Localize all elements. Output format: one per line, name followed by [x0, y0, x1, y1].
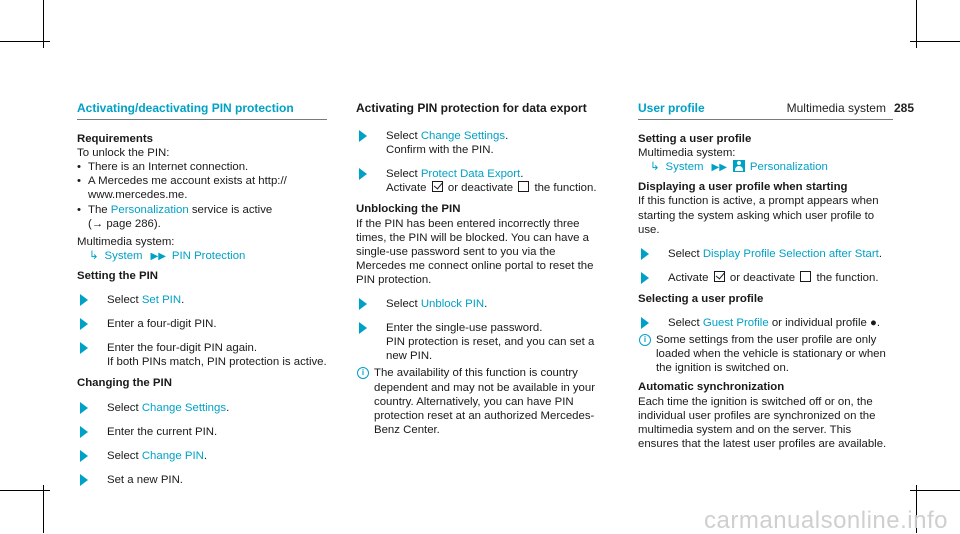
step-arrow-icon: [80, 342, 88, 354]
return-arrow-icon: ↳: [650, 161, 660, 174]
crop-mark: [910, 490, 960, 491]
unblock-pin-link[interactable]: Unblock PIN: [420, 298, 485, 311]
step: Select Change Settings. Confirm with the PIN.: [356, 129, 606, 157]
step-arrow-icon: [641, 272, 649, 284]
crop-mark: [0, 41, 50, 42]
header-section: Multimedia system: [786, 101, 886, 115]
step-arrow-icon: [359, 322, 367, 334]
step: Select Protect Data Export. Activate or deactivate the function.: [356, 167, 606, 195]
personalization-link[interactable]: Personalization: [110, 203, 189, 216]
change-settings-link[interactable]: Change Settings: [141, 401, 227, 414]
step-arrow-icon: [80, 474, 88, 486]
step: Select Display Profile Selection after Start.: [638, 247, 893, 261]
auto-sync-heading: Automatic synchronization: [638, 381, 785, 394]
column-data-export: [356, 101, 606, 437]
step-arrow-icon: [641, 248, 649, 260]
menu-personalization[interactable]: Personalization: [749, 161, 828, 174]
menu-intro: Multimedia system:: [638, 147, 736, 160]
return-arrow-icon: ↳: [89, 249, 99, 262]
step: Select Change Settings.: [77, 401, 327, 415]
watermark: carmanualsonline.info: [704, 506, 948, 534]
info-icon: i: [357, 367, 369, 379]
display-profile-selection-link[interactable]: Display Profile Selection after Start: [702, 247, 879, 260]
requirements-heading: Requirements: [77, 133, 153, 146]
checked-box-icon: [432, 181, 443, 192]
step: Enter the four-digit PIN again. If both PINs match, PIN protection is active.: [77, 341, 327, 369]
info-icon: i: [639, 334, 651, 346]
requirement-item: • There is an Internet connection.: [77, 161, 249, 174]
checked-box-icon: [714, 271, 725, 282]
step-arrow-icon: [80, 402, 88, 414]
display-profile-heading: Displaying a user profile when starting: [638, 181, 848, 194]
menu-intro: Multimedia system:: [77, 235, 175, 248]
select-profile-heading: Selecting a user profile: [638, 292, 764, 305]
personalization-icon: [733, 160, 745, 172]
protect-data-export-link[interactable]: Protect Data Export: [420, 168, 521, 181]
step: Enter a four-digit PIN.: [77, 317, 327, 331]
double-chevron-icon: ▶▶: [150, 250, 166, 262]
changing-pin-heading: Changing the PIN: [77, 377, 172, 390]
info-note: i Some settings from the user profile are only loaded when the vehicle is stationary or when the ignition is switched on.: [638, 333, 893, 375]
setting-pin-heading: Setting the PIN: [77, 269, 159, 282]
change-settings-link[interactable]: Change Settings: [420, 130, 506, 143]
step: Enter the single-use password. PIN protection is reset, and you can set a new PIN.: [356, 321, 606, 363]
change-pin-link[interactable]: Change PIN: [141, 449, 204, 462]
double-chevron-icon: ▶▶: [711, 162, 727, 174]
unblocking-pin-heading: Unblocking the PIN: [356, 203, 461, 216]
step-arrow-icon: [359, 130, 367, 142]
info-note: i The availability of this function is country dependent and may not be available in your country. Alternatively, you can have PIN protection reset at an authorized Mercedes-Benz Center.: [356, 366, 606, 436]
unchecked-box-icon: [800, 271, 811, 282]
set-pin-link[interactable]: Set PIN: [141, 294, 182, 307]
section-title: Activating PIN protection for data export: [356, 101, 587, 115]
display-profile-text: If this function is active, a prompt appears when starting the system asking which user profile to use.: [638, 195, 879, 236]
column-user-profile: [638, 101, 893, 451]
page-number: 285: [893, 101, 914, 115]
section-title: User profile: [638, 101, 893, 120]
requirement-item: • The Personalization service is active (→ page 286).: [77, 203, 273, 230]
requirement-item: • A Mercedes me account exists at http:// www.mercedes.me.: [77, 175, 287, 202]
step-arrow-icon: [80, 426, 88, 438]
section-title: Activating/deactivating PIN protection: [77, 101, 327, 120]
crop-mark: [910, 41, 960, 42]
step: Select Guest Profile or individual profile ●.: [638, 316, 893, 330]
step: Select Set PIN.: [77, 293, 327, 307]
menu-system[interactable]: System: [665, 161, 704, 174]
menu-pin-protection[interactable]: PIN Protection: [171, 249, 246, 262]
step: Select Unblock PIN.: [356, 297, 606, 311]
column-pin-protection: [77, 101, 327, 487]
page-reference[interactable]: (→ page 286).: [88, 217, 161, 230]
step-arrow-icon: [641, 317, 649, 329]
step: Set a new PIN.: [77, 473, 327, 487]
step-arrow-icon: [359, 168, 367, 180]
unblocking-text: If the PIN has been entered incorrectly three times, the PIN will be blocked. You can have a single-use password sent to you via the Mercedes me connect online portal to reset the PIN protection.: [356, 217, 594, 286]
unchecked-box-icon: [518, 181, 529, 192]
step-arrow-icon: [80, 318, 88, 330]
crop-mark: [0, 490, 50, 491]
setting-profile-heading: Setting a user profile: [638, 133, 752, 146]
menu-system[interactable]: System: [104, 249, 143, 262]
step-arrow-icon: [80, 450, 88, 462]
menu-path: [77, 249, 327, 264]
crop-mark: [43, 485, 44, 533]
auto-sync-text: Each time the ignition is switched off or on, the individual user profiles are synchronized on the multimedia system and on the server. This ensures that the latest user profiles are available.: [638, 395, 887, 450]
step-arrow-icon: [359, 298, 367, 310]
step-arrow-icon: [80, 294, 88, 306]
guest-profile-link[interactable]: Guest Profile: [702, 317, 769, 330]
step: Select Change PIN.: [77, 449, 327, 463]
menu-path: [638, 160, 893, 175]
step: Enter the current PIN.: [77, 425, 327, 439]
step: Activate or deactivate the function.: [638, 271, 893, 285]
requirements-intro: To unlock the PIN:: [77, 147, 170, 160]
